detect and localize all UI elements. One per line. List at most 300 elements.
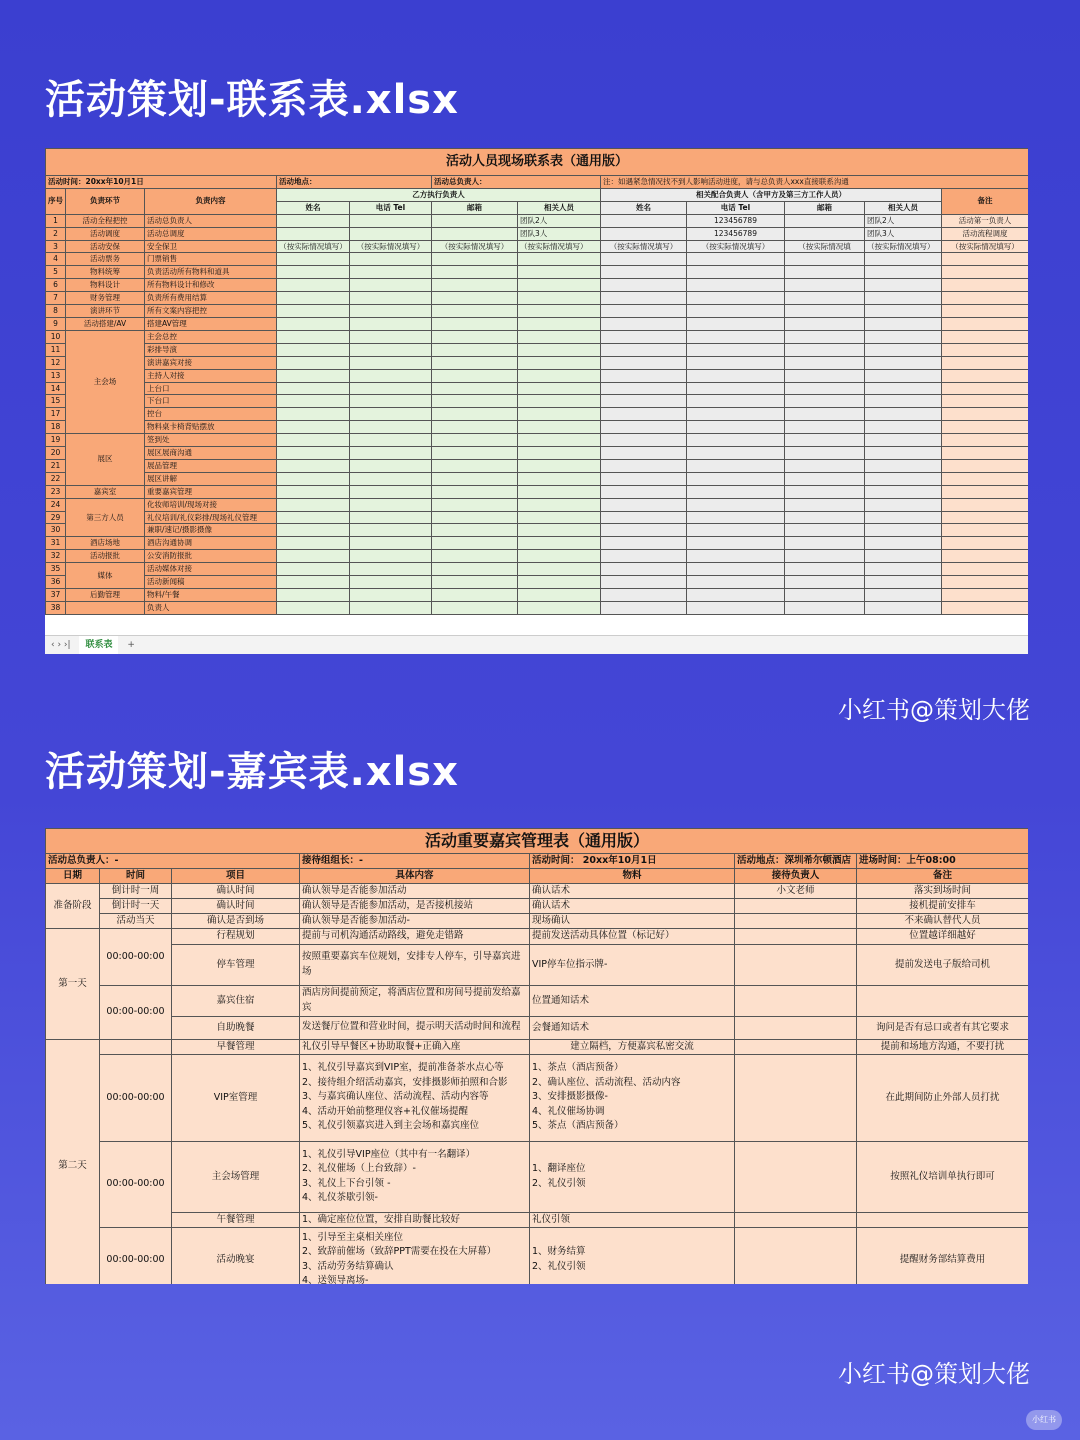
remark-cell[interactable] (942, 369, 1029, 382)
b-related-cell[interactable]: 团队3人 (518, 227, 601, 240)
content-cell[interactable]: 礼仪引导早餐区+协助取餐+正确入座 (300, 1039, 530, 1054)
row-number[interactable]: 17 (46, 408, 66, 421)
b-name-cell[interactable] (277, 253, 350, 266)
remark-cell[interactable] (857, 985, 1029, 1016)
b-related-cell[interactable] (518, 421, 601, 434)
c-tel-cell[interactable] (687, 292, 785, 305)
c-name-cell[interactable] (601, 214, 687, 227)
b-tel-cell[interactable] (350, 395, 432, 408)
c-email-cell[interactable] (785, 214, 865, 227)
b-email-cell[interactable] (432, 498, 518, 511)
c-email-cell[interactable] (785, 472, 865, 485)
b-tel-cell[interactable] (350, 550, 432, 563)
b-name-cell[interactable] (277, 447, 350, 460)
sheet-title[interactable]: 活动人员现场联系表（通用版） (46, 149, 1029, 176)
b-tel-cell[interactable] (350, 434, 432, 447)
remark-cell[interactable] (942, 343, 1029, 356)
b-related-cell[interactable] (518, 356, 601, 369)
c-tel-cell[interactable] (687, 253, 785, 266)
material-cell[interactable]: 现场确认 (530, 914, 735, 929)
content-cell[interactable]: 活动总调度 (145, 227, 277, 240)
header-c-tel[interactable]: 电话 Tel (687, 201, 785, 214)
c-related-cell[interactable] (865, 589, 942, 602)
c-email-cell[interactable] (785, 227, 865, 240)
b-name-cell[interactable] (277, 227, 350, 240)
item-cell[interactable]: VIP室管理 (172, 1054, 300, 1141)
c-tel-cell[interactable] (687, 279, 785, 292)
b-email-cell[interactable] (432, 395, 518, 408)
section-cell[interactable]: 活动报批 (66, 550, 145, 563)
c-tel-cell[interactable] (687, 369, 785, 382)
row-number[interactable]: 12 (46, 356, 66, 369)
remark-cell[interactable] (942, 511, 1029, 524)
content-cell[interactable]: 主会总控 (145, 330, 277, 343)
b-email-cell[interactable] (432, 227, 518, 240)
b-related-cell[interactable] (518, 408, 601, 421)
row-number[interactable]: 10 (46, 330, 66, 343)
c-email-cell[interactable] (785, 485, 865, 498)
c-related-cell[interactable] (865, 408, 942, 421)
c-related-cell[interactable] (865, 395, 942, 408)
content-cell[interactable]: 门票销售 (145, 253, 277, 266)
c-email-cell[interactable] (785, 576, 865, 589)
c-tel-cell[interactable] (687, 421, 785, 434)
remark-cell[interactable]: 提前和场地方沟通，不要打扰 (857, 1039, 1029, 1054)
b-tel-cell[interactable] (350, 382, 432, 395)
row-number[interactable]: 8 (46, 305, 66, 318)
b-email-cell[interactable] (432, 459, 518, 472)
owner-cell[interactable] (735, 1016, 857, 1039)
item-cell[interactable]: 早餐管理 (172, 1039, 300, 1054)
header-b-related[interactable]: 相关人员 (518, 201, 601, 214)
b-related-cell[interactable] (518, 305, 601, 318)
b-name-cell[interactable] (277, 408, 350, 421)
c-name-cell[interactable] (601, 511, 687, 524)
c-name-cell[interactable] (601, 266, 687, 279)
remark-cell[interactable] (942, 408, 1029, 421)
item-cell[interactable]: 确认时间 (172, 884, 300, 899)
sheet-nav-arrows[interactable]: ‹ › ›| (51, 640, 71, 650)
section-cell[interactable]: 嘉宾室 (66, 485, 145, 498)
c-tel-cell[interactable] (687, 266, 785, 279)
content-cell[interactable]: 化妆师培训/现场对接 (145, 498, 277, 511)
row-number[interactable]: 38 (46, 601, 66, 614)
remark-cell[interactable] (942, 563, 1029, 576)
time-cell[interactable]: 00:00-00:00 (100, 1054, 172, 1141)
item-cell[interactable]: 主会场管理 (172, 1141, 300, 1212)
b-name-cell[interactable] (277, 356, 350, 369)
c-tel-cell[interactable] (687, 317, 785, 330)
b-email-cell[interactable] (432, 382, 518, 395)
c-email-cell[interactable] (785, 434, 865, 447)
b-related-cell[interactable] (518, 369, 601, 382)
row-number[interactable]: 35 (46, 563, 66, 576)
c-tel-cell[interactable] (687, 601, 785, 614)
time-cell[interactable]: 00:00-00:00 (100, 985, 172, 1039)
c-email-cell[interactable] (785, 563, 865, 576)
b-related-cell[interactable]: 团队2人 (518, 214, 601, 227)
remark-cell[interactable]: 活动第一负责人 (942, 214, 1029, 227)
c-name-cell[interactable] (601, 330, 687, 343)
material-cell[interactable] (530, 1227, 735, 1284)
row-number[interactable]: 18 (46, 421, 66, 434)
header-cell[interactable]: 时间 (100, 869, 172, 884)
c-name-cell[interactable] (601, 434, 687, 447)
b-email-cell[interactable] (432, 511, 518, 524)
time-cell[interactable]: 00:00-00:00 (100, 1227, 172, 1284)
material-cell[interactable]: 提前发送活动具体位置（标记好） (530, 929, 735, 945)
c-related-cell[interactable]: （按实际情况填写） (865, 240, 942, 253)
c-tel-cell[interactable] (687, 459, 785, 472)
material-cell[interactable] (530, 1141, 735, 1212)
owner-cell[interactable] (735, 914, 857, 929)
c-name-cell[interactable] (601, 253, 687, 266)
b-related-cell[interactable] (518, 485, 601, 498)
header-cell[interactable]: 日期 (46, 869, 100, 884)
remark-cell[interactable] (942, 498, 1029, 511)
c-tel-cell[interactable] (687, 576, 785, 589)
c-tel-cell[interactable] (687, 395, 785, 408)
b-tel-cell[interactable] (350, 279, 432, 292)
header-party-b[interactable]: 乙方执行负责人 (277, 188, 601, 201)
row-number[interactable]: 20 (46, 447, 66, 460)
c-email-cell[interactable] (785, 382, 865, 395)
b-tel-cell[interactable] (350, 498, 432, 511)
b-related-cell[interactable] (518, 511, 601, 524)
content-cell[interactable]: 所有物料设计和修改 (145, 279, 277, 292)
c-related-cell[interactable] (865, 253, 942, 266)
content-cell[interactable]: 彩排导演 (145, 343, 277, 356)
remark-cell[interactable] (942, 537, 1029, 550)
owner-cell[interactable] (735, 929, 857, 945)
sheet-tab-contact[interactable]: 联系表 (79, 636, 118, 654)
b-email-cell[interactable] (432, 214, 518, 227)
row-number[interactable]: 37 (46, 589, 66, 602)
remark-cell[interactable] (942, 485, 1029, 498)
row-number[interactable]: 11 (46, 343, 66, 356)
event-place[interactable]: 活动地点：深圳希尔顿酒店 (735, 854, 857, 869)
content-cell[interactable]: 展区展商沟通 (145, 447, 277, 460)
row-number[interactable]: 29 (46, 511, 66, 524)
b-name-cell[interactable] (277, 343, 350, 356)
c-name-cell[interactable] (601, 576, 687, 589)
b-tel-cell[interactable] (350, 343, 432, 356)
owner-cell[interactable] (735, 985, 857, 1016)
b-related-cell[interactable] (518, 279, 601, 292)
b-name-cell[interactable] (277, 576, 350, 589)
owner-cell[interactable]: 小文老师 (735, 884, 857, 899)
item-cell[interactable]: 行程规划 (172, 929, 300, 945)
c-name-cell[interactable] (601, 421, 687, 434)
remark-cell[interactable] (942, 279, 1029, 292)
b-email-cell[interactable] (432, 421, 518, 434)
c-name-cell[interactable] (601, 485, 687, 498)
c-tel-cell[interactable] (687, 434, 785, 447)
remark-cell[interactable]: （按实际情况填写） (942, 240, 1029, 253)
c-name-cell[interactable] (601, 589, 687, 602)
content-cell[interactable]: 提前与司机沟通活动路线，避免走错路 (300, 929, 530, 945)
b-name-cell[interactable] (277, 550, 350, 563)
remark-cell[interactable] (942, 434, 1029, 447)
b-name-cell[interactable] (277, 330, 350, 343)
remark-cell[interactable]: 接机提前安排车 (857, 899, 1029, 914)
c-related-cell[interactable] (865, 576, 942, 589)
content-cell[interactable]: 活动总负责人 (145, 214, 277, 227)
b-tel-cell[interactable] (350, 524, 432, 537)
date-cell[interactable]: 第二天 (46, 1039, 100, 1284)
content-cell[interactable]: 活动新闻稿 (145, 576, 277, 589)
remark-cell[interactable] (942, 447, 1029, 460)
item-cell[interactable]: 停车管理 (172, 944, 300, 985)
b-related-cell[interactable] (518, 589, 601, 602)
event-place[interactable]: 活动地点： (277, 176, 432, 189)
remark-cell[interactable] (942, 589, 1029, 602)
content-cell[interactable]: 搭建AV管理 (145, 317, 277, 330)
item-cell[interactable]: 嘉宾住宿 (172, 985, 300, 1016)
c-tel-cell[interactable] (687, 498, 785, 511)
item-cell[interactable]: 活动晚宴 (172, 1227, 300, 1284)
b-related-cell[interactable] (518, 292, 601, 305)
row-number[interactable]: 2 (46, 227, 66, 240)
row-number[interactable]: 5 (46, 266, 66, 279)
c-tel-cell[interactable] (687, 343, 785, 356)
time-cell[interactable] (100, 1039, 172, 1054)
c-name-cell[interactable] (601, 601, 687, 614)
content-cell[interactable]: 重要嘉宾管理 (145, 485, 277, 498)
row-number[interactable]: 19 (46, 434, 66, 447)
event-lead[interactable]: 活动总负责人： (432, 176, 601, 189)
c-related-cell[interactable] (865, 485, 942, 498)
c-related-cell[interactable] (865, 382, 942, 395)
content-cell[interactable]: 酒店房间提前预定，将酒店位置和房间号提前发给嘉宾 (300, 985, 530, 1016)
c-name-cell[interactable] (601, 227, 687, 240)
c-tel-cell[interactable] (687, 589, 785, 602)
b-email-cell[interactable] (432, 472, 518, 485)
section-cell[interactable]: 活动安保 (66, 240, 145, 253)
c-related-cell[interactable] (865, 330, 942, 343)
c-name-cell[interactable] (601, 292, 687, 305)
b-tel-cell[interactable] (350, 563, 432, 576)
c-email-cell[interactable] (785, 498, 865, 511)
header-b-tel[interactable]: 电话 Tel (350, 201, 432, 214)
c-related-cell[interactable] (865, 459, 942, 472)
item-cell[interactable]: 自助晚餐 (172, 1016, 300, 1039)
material-cell[interactable]: 会餐通知话术 (530, 1016, 735, 1039)
section-cell[interactable]: 物料统筹 (66, 266, 145, 279)
b-name-cell[interactable] (277, 434, 350, 447)
content-cell[interactable]: 物料桌卡椅背贴摆放 (145, 421, 277, 434)
b-name-cell[interactable] (277, 589, 350, 602)
c-tel-cell[interactable] (687, 447, 785, 460)
c-related-cell[interactable] (865, 472, 942, 485)
header-party-c[interactable]: 相关配合负责人（含甲方及第三方工作人员） (601, 188, 942, 201)
c-email-cell[interactable] (785, 253, 865, 266)
b-name-cell[interactable] (277, 214, 350, 227)
b-name-cell[interactable] (277, 369, 350, 382)
header-no[interactable]: 序号 (46, 188, 66, 214)
row-number[interactable]: 22 (46, 472, 66, 485)
c-tel-cell[interactable] (687, 550, 785, 563)
section-cell[interactable]: 主会场 (66, 330, 145, 433)
remark-cell[interactable]: 提醒财务部结算费用 (857, 1227, 1029, 1284)
date-cell[interactable]: 第一天 (46, 929, 100, 1040)
b-name-cell[interactable]: （按实际情况填写） (277, 240, 350, 253)
c-email-cell[interactable] (785, 369, 865, 382)
content-cell[interactable]: 展品管理 (145, 459, 277, 472)
b-email-cell[interactable] (432, 330, 518, 343)
remark-cell[interactable] (942, 395, 1029, 408)
b-email-cell[interactable] (432, 601, 518, 614)
c-email-cell[interactable] (785, 395, 865, 408)
b-name-cell[interactable] (277, 421, 350, 434)
content-cell[interactable] (300, 1141, 530, 1212)
c-related-cell[interactable]: 团队3人 (865, 227, 942, 240)
c-email-cell[interactable] (785, 601, 865, 614)
b-name-cell[interactable] (277, 459, 350, 472)
b-name-cell[interactable] (277, 498, 350, 511)
row-number[interactable]: 31 (46, 537, 66, 550)
material-cell[interactable]: VIP停车位指示牌- (530, 944, 735, 985)
b-related-cell[interactable] (518, 472, 601, 485)
b-related-cell[interactable] (518, 317, 601, 330)
c-name-cell[interactable] (601, 550, 687, 563)
owner-cell[interactable] (735, 944, 857, 985)
remark-cell[interactable] (942, 253, 1029, 266)
owner-cell[interactable] (735, 1141, 857, 1212)
b-email-cell[interactable] (432, 305, 518, 318)
c-related-cell[interactable] (865, 434, 942, 447)
row-number[interactable]: 3 (46, 240, 66, 253)
b-name-cell[interactable] (277, 266, 350, 279)
b-email-cell[interactable] (432, 485, 518, 498)
b-tel-cell[interactable] (350, 266, 432, 279)
b-related-cell[interactable] (518, 395, 601, 408)
c-email-cell[interactable] (785, 459, 865, 472)
content-cell[interactable]: 上台口 (145, 382, 277, 395)
content-cell[interactable]: 负责所有费用结算 (145, 292, 277, 305)
row-number[interactable]: 32 (46, 550, 66, 563)
b-tel-cell[interactable] (350, 253, 432, 266)
row-number[interactable]: 7 (46, 292, 66, 305)
c-email-cell[interactable] (785, 279, 865, 292)
b-tel-cell[interactable] (350, 356, 432, 369)
b-related-cell[interactable] (518, 330, 601, 343)
b-email-cell[interactable]: （按实际情况填写） (432, 240, 518, 253)
b-tel-cell[interactable] (350, 305, 432, 318)
section-cell[interactable]: 财务管理 (66, 292, 145, 305)
remark-cell[interactable]: 位置越详细越好 (857, 929, 1029, 945)
remark-cell[interactable]: 在此期间防止外部人员打扰 (857, 1054, 1029, 1141)
b-tel-cell[interactable] (350, 292, 432, 305)
c-related-cell[interactable]: 团队2人 (865, 214, 942, 227)
c-email-cell[interactable] (785, 550, 865, 563)
c-related-cell[interactable] (865, 305, 942, 318)
remark-cell[interactable] (942, 292, 1029, 305)
c-name-cell[interactable] (601, 537, 687, 550)
row-number[interactable]: 13 (46, 369, 66, 382)
date-cell[interactable]: 准备阶段 (46, 884, 100, 929)
b-email-cell[interactable] (432, 253, 518, 266)
content-cell[interactable]: 所有文案内容把控 (145, 305, 277, 318)
remark-cell[interactable]: 询问是否有忌口或者有其它要求 (857, 1016, 1029, 1039)
header-c-email[interactable]: 邮箱 (785, 201, 865, 214)
b-name-cell[interactable] (277, 485, 350, 498)
c-name-cell[interactable] (601, 382, 687, 395)
remark-cell[interactable] (942, 576, 1029, 589)
content-cell[interactable]: 兼职/速记/摄影摄像 (145, 524, 277, 537)
c-tel-cell[interactable] (687, 485, 785, 498)
remark-cell[interactable]: 不来确认替代人员 (857, 914, 1029, 929)
content-cell[interactable]: 安全保卫 (145, 240, 277, 253)
section-cell[interactable]: 媒体 (66, 563, 145, 589)
event-time[interactable]: 活动时间：20xx年10月1日 (46, 176, 277, 189)
b-tel-cell[interactable] (350, 459, 432, 472)
c-email-cell[interactable] (785, 589, 865, 602)
event-lead[interactable]: 活动总负责人：- (46, 854, 300, 869)
row-number[interactable]: 6 (46, 279, 66, 292)
b-tel-cell[interactable] (350, 421, 432, 434)
b-related-cell[interactable] (518, 601, 601, 614)
b-tel-cell[interactable] (350, 601, 432, 614)
section-cell[interactable]: 第三方人员 (66, 498, 145, 537)
b-email-cell[interactable] (432, 369, 518, 382)
c-email-cell[interactable] (785, 330, 865, 343)
c-name-cell[interactable] (601, 472, 687, 485)
remark-cell[interactable] (942, 524, 1029, 537)
c-email-cell[interactable] (785, 421, 865, 434)
c-tel-cell[interactable] (687, 537, 785, 550)
section-cell[interactable]: 活动全程把控 (66, 214, 145, 227)
content-cell[interactable]: 演讲嘉宾对接 (145, 356, 277, 369)
c-email-cell[interactable] (785, 524, 865, 537)
section-cell[interactable]: 物料设计 (66, 279, 145, 292)
b-name-cell[interactable] (277, 563, 350, 576)
c-name-cell[interactable] (601, 343, 687, 356)
header-c-name[interactable]: 姓名 (601, 201, 687, 214)
time-cell[interactable]: 倒计时一天 (100, 899, 172, 914)
header-section[interactable]: 负责环节 (66, 188, 145, 214)
c-name-cell[interactable] (601, 563, 687, 576)
remark-cell[interactable]: 提前发送电子版给司机 (857, 944, 1029, 985)
c-tel-cell[interactable] (687, 524, 785, 537)
c-related-cell[interactable] (865, 343, 942, 356)
c-name-cell[interactable]: （按实际情况填写） (601, 240, 687, 253)
event-time[interactable]: 活动时间： 20xx年10月1日 (530, 854, 735, 869)
content-cell[interactable]: 确认领导是否能参加活动 (300, 884, 530, 899)
owner-cell[interactable] (735, 1039, 857, 1054)
content-cell[interactable]: 负责活动所有物料和道具 (145, 266, 277, 279)
section-cell[interactable]: 活动搭建/AV (66, 317, 145, 330)
time-cell[interactable]: 活动当天 (100, 914, 172, 929)
remark-cell[interactable] (942, 550, 1029, 563)
b-tel-cell[interactable]: （按实际情况填写） (350, 240, 432, 253)
content-cell[interactable]: 发送餐厅位置和营业时间，提示明天活动时间和流程 (300, 1016, 530, 1039)
c-email-cell[interactable] (785, 305, 865, 318)
b-tel-cell[interactable] (350, 472, 432, 485)
c-email-cell[interactable] (785, 408, 865, 421)
c-tel-cell[interactable] (687, 408, 785, 421)
b-related-cell[interactable] (518, 266, 601, 279)
b-tel-cell[interactable] (350, 576, 432, 589)
c-related-cell[interactable] (865, 421, 942, 434)
item-cell[interactable]: 午餐管理 (172, 1212, 300, 1227)
row-number[interactable]: 9 (46, 317, 66, 330)
remark-cell[interactable] (942, 601, 1029, 614)
item-cell[interactable]: 确认是否到场 (172, 914, 300, 929)
header-content[interactable]: 负责内容 (145, 188, 277, 214)
c-name-cell[interactable] (601, 447, 687, 460)
b-related-cell[interactable] (518, 382, 601, 395)
